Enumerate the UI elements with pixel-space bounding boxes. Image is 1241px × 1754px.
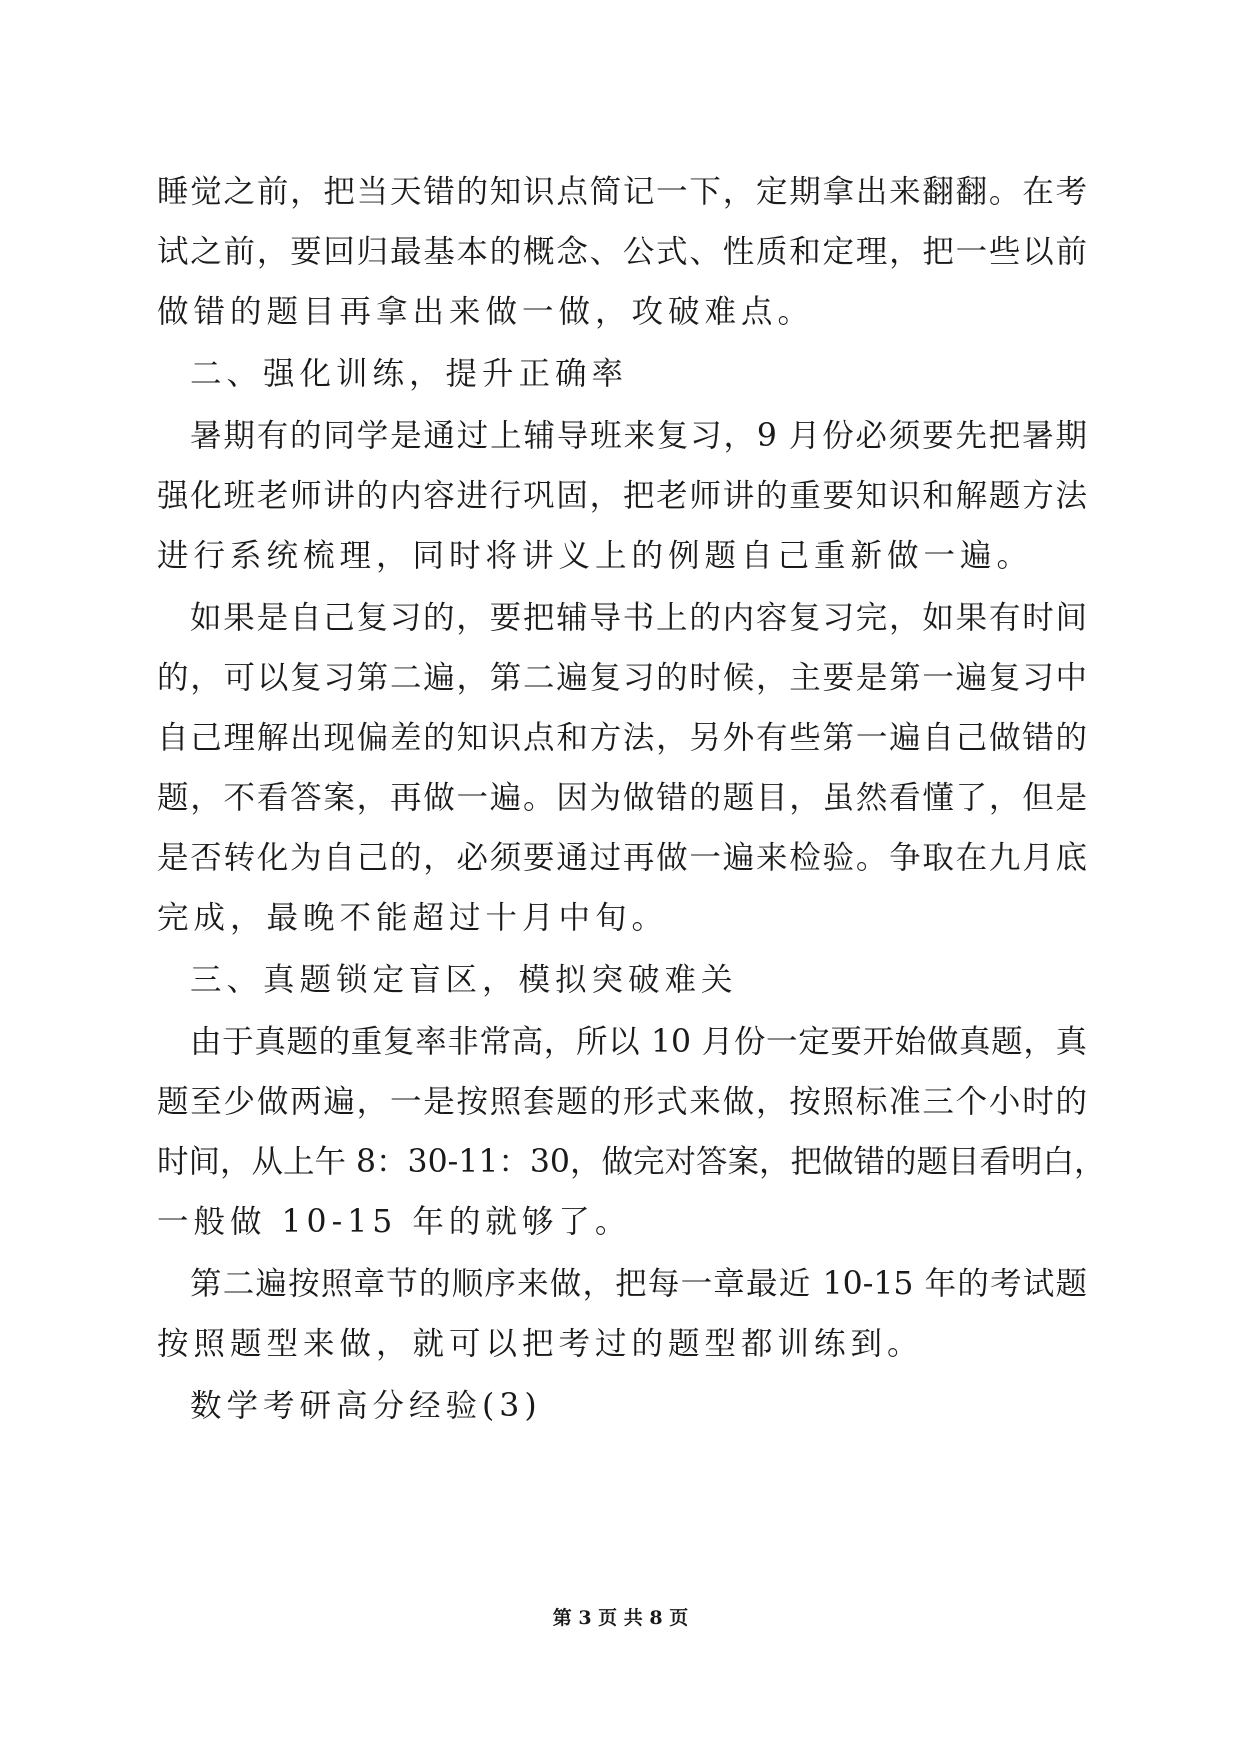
body-text-line: 时间，从上午 8：30-11：30，做完对答案，把做错的题目看明白，: [157, 1144, 1106, 1180]
body-text-line: 的，可以复习第二遍，第二遍复习的时候，主要是第一遍复习中: [157, 660, 1087, 696]
body-text-line: 强化班老师讲的内容进行巩固，把老师讲的重要知识和解题方法: [157, 478, 1087, 514]
section-heading: 三、真题锁定盲区，模拟突破难关: [190, 962, 738, 998]
body-text-line: 暑期有的同学是通过上辅导班来复习，9 月份必须要先把暑期: [190, 418, 1087, 454]
body-text-line: 自己理解出现偏差的知识点和方法，另外有些第一遍自己做错的: [157, 720, 1087, 756]
section-heading: 二、强化训练，提升正确率: [190, 356, 629, 392]
body-text-line: 完成，最晚不能超过十月中旬。: [157, 900, 669, 936]
body-text-line: 按照题型来做，就可以把考过的题型都训练到。: [157, 1326, 924, 1362]
page-number-footer: 第 3 页 共 8 页: [552, 1607, 689, 1629]
body-text-line: 由于真题的重复率非常高，所以 10 月份一定要开始做真题，真: [190, 1024, 1087, 1060]
body-text-line: 题，不看答案，再做一遍。因为做错的题目，虽然看懂了，但是: [157, 780, 1087, 816]
body-text-line: 如果是自己复习的，要把辅导书上的内容复习完，如果有时间: [190, 600, 1087, 636]
section-heading: 数学考研高分经验(3): [190, 1388, 542, 1424]
body-text-line: 睡觉之前，把当天错的知识点简记一下，定期拿出来翻翻。在考: [157, 174, 1087, 210]
body-text-line: 一般做 10-15 年的就够了。: [157, 1204, 632, 1240]
body-text-line: 第二遍按照章节的顺序来做，把每一章最近 10-15 年的考试题: [190, 1266, 1087, 1302]
body-text-line: 试之前，要回归最基本的概念、公式、性质和定理，把一些以前: [157, 234, 1087, 270]
body-text-line: 做错的题目再拿出来做一做，攻破难点。: [157, 294, 815, 330]
body-text-line: 进行系统梳理，同时将讲义上的例题自己重新做一遍。: [157, 538, 1034, 574]
body-text-line: 题至少做两遍，一是按照套题的形式来做，按照标准三个小时的: [157, 1084, 1087, 1120]
body-text-line: 是否转化为自己的，必须要通过再做一遍来检验。争取在九月底: [157, 840, 1087, 876]
